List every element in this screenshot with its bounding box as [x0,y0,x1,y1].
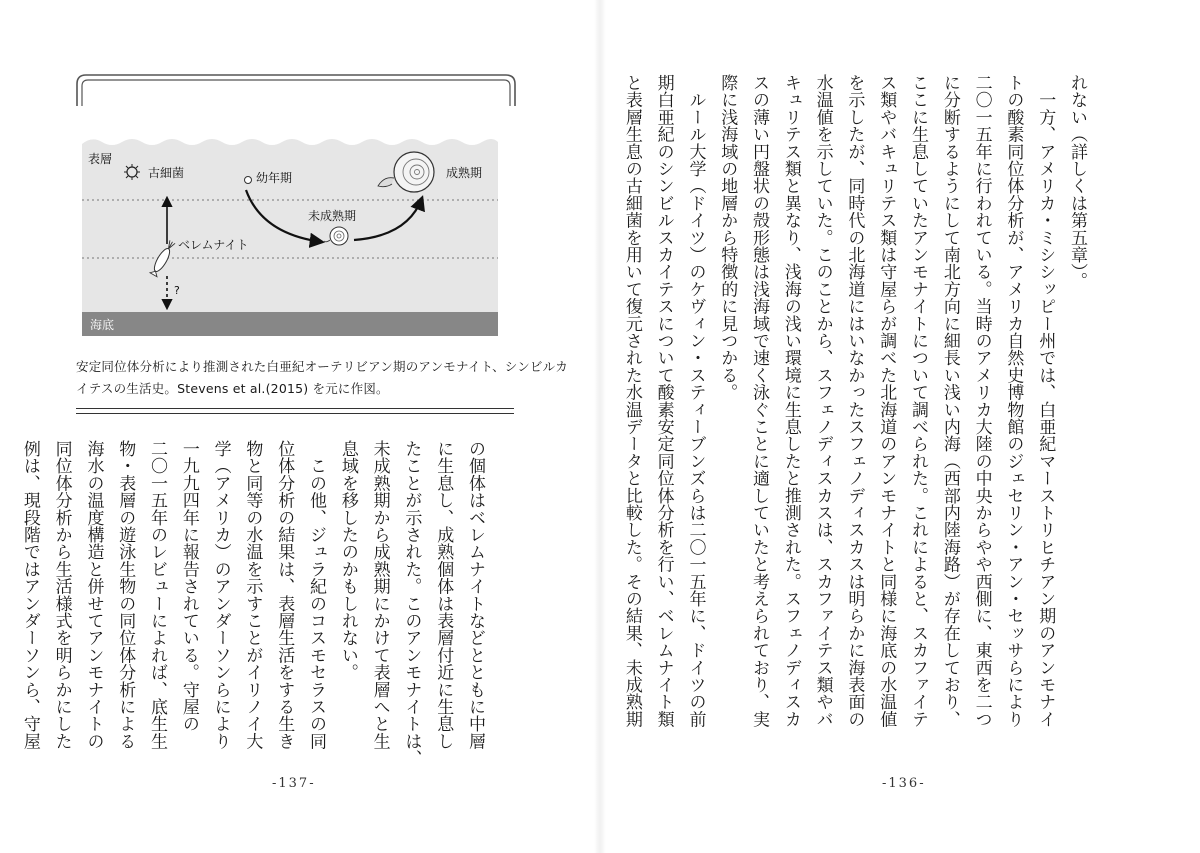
left-page-line: 二〇一五年のレビューによれば、底生生 [147,440,168,750]
juvenile-label: 幼年期 [256,171,293,185]
right-page-line: を示したが、同時代の北海道にはいなかったスフェノディスカスは明らかに海表面の [844,74,865,728]
left-page-line: 海水の温度構造と併せてアンモナイトの [83,440,104,750]
subadult-label: 未成熟期 [308,209,357,223]
left-page-line: この他、ジュラ紀のコスモセラスの同 [306,440,327,750]
question-mark: ? [174,284,180,297]
left-page-line: たことが示された。このアンモナイトは、 [401,440,422,767]
page-number-left: -137- [272,776,316,791]
left-page-line: 例は、現段階ではアンダーソンら、守屋 [19,440,40,750]
left-page-line: 学（アメリカ）のアンダーソンらにより [210,440,231,750]
juvenile-icon [245,177,252,184]
left-page-line: 一九九四年に報告されている。守屋の [178,440,199,733]
surface-label: 表層 [88,152,113,166]
right-page [600,0,1200,853]
caption-line-2: イテスの生活史。Stevens et al.(2015) を元に作図。 [76,381,389,396]
left-page-line: 同位体分析から生活様式を明らかにした [51,440,72,750]
right-page-line: 二〇一五年に行われている。当時のアメリカ大陸の中央からやや西側に、東西を二つ [971,74,992,728]
adult-label: 成熟期 [446,166,483,180]
right-page-line: れない（詳しくは第五章）。 [1067,74,1087,290]
left-page-line: 息域を移したのかもしれない。 [337,440,358,681]
right-page-line: 水温値を示していた。このことから、スフェノディスカスは、スカファイテス類やバ [812,74,833,728]
caption-rule-bottom [76,413,514,414]
seabed-label: 海底 [90,318,115,332]
figure-frame-top [76,74,516,106]
right-page-line: スの薄い円盤状の殻形態は浅海域で速く泳ぐことに適していたと考えられており、実 [749,74,770,728]
right-page-line: 一方、アメリカ・ミシシッピー州では、白亜紀マーストリヒチアン期のアンモナイ [1035,74,1056,728]
left-page-line: 位体分析の結果は、表層生活をする生き [274,440,295,750]
left-page-line: 物・表層の遊泳生物の同位体分析による [115,440,136,750]
figure-caption [76,356,568,400]
left-page-line: 物と同等の水温を示すことがイリノイ大 [242,440,263,750]
right-page-line: に分断するようにして南北方向に細長い浅い内海（西部内陸海路）が存在しており、 [939,74,960,728]
right-page-line: 期白亜紀のシンビルスカイテスについて酸素安定同位体分析を行い、ベレムナイト類 [653,74,674,728]
left-body-text [13,440,490,770]
page-number-right: -136- [882,776,926,791]
right-page-line: ここに生息していたアンモナイトについて調べられた。これによると、スカファイテ [908,74,929,728]
right-page-line: トの酸素同位体分析が、アメリカ自然史博物館のジェセリン・アン・セッサらにより [1003,74,1024,728]
right-page-line: ス類やバキュリテス類は守屋らが調べた北海道のアンモナイトと同様に海底の水温値 [876,74,897,728]
archaea-label: 古細菌 [148,166,185,180]
caption-line-1: 安定同位体分析により推測された白亜紀オーテリビアン期のアンモナイト、シンビルカ [76,359,568,374]
right-page-line: 際に浅海域の地層から特徴的に見つかる。 [717,74,738,401]
seabed-band [82,312,498,336]
left-page-line: に生息し、成熟個体は表層付近に生息し [433,440,454,750]
right-body-text [615,74,1092,764]
left-page-line: 未成熟期から成熟期にかけて表層へと生 [369,440,390,750]
belemnite-label: ベレムナイト [178,238,249,252]
left-page-line: の個体はベレムナイトなどとともに中層 [465,440,485,750]
caption-rule-top [76,408,514,409]
life-history-diagram [82,136,498,336]
right-page-line: ルール大学（ドイツ）のケヴィン・スティーブンズらは二〇一五年に、ドイツの前 [685,74,706,728]
water-area [82,139,498,312]
right-page-line: キュリテス類と異なり、浅海の浅い環境に生息したと推測された。スフェノディスカ [780,74,801,728]
right-page-line: と表層生息の古細菌を用いて復元された水温データと比較した。その結果、未成熟期 [621,74,642,728]
